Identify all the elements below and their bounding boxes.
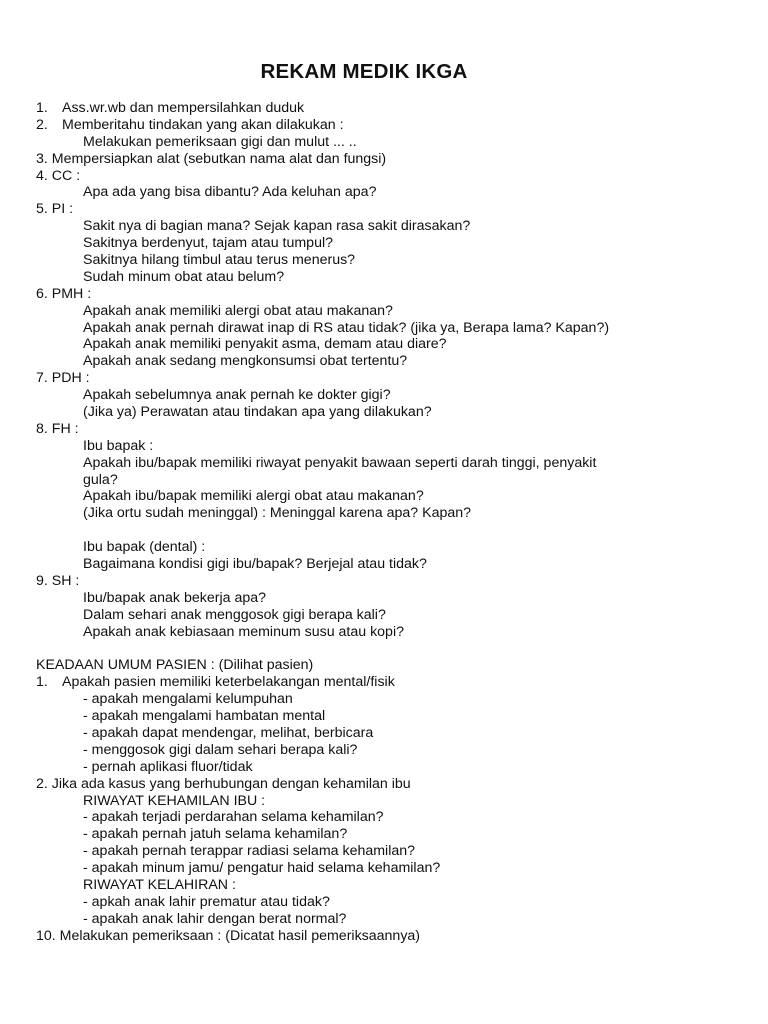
list-item: - apakah mengalami kelumpuhan xyxy=(83,691,293,708)
list-item: Ibu/bapak anak bekerja apa? xyxy=(83,589,267,606)
list-item: - apakah minum jamu/ pengatur haid selama kehamilan? xyxy=(83,860,441,877)
list-item: - menggosok gigi dalam sehari berapa kali? xyxy=(83,741,358,758)
section-heading: 2. Jika ada kasus yang berhubungan dengan kehamilan ibu xyxy=(36,775,411,792)
list-item: Sakitnya berdenyut, tajam atau tumpul? xyxy=(83,235,334,252)
list-item: - apakah pernah jatuh selama kehamilan? xyxy=(83,826,348,843)
list-item: Apakah anak kebiasaan meminum susu atau kopi? xyxy=(83,623,404,640)
list-item: Dalam sehari anak menggosok gigi berapa kali? xyxy=(83,606,386,623)
list-item: 2. Memberitahu tindakan yang akan dilakukan : xyxy=(36,116,344,133)
document-body xyxy=(36,100,726,945)
section-heading: 5. PI : xyxy=(36,201,74,218)
list-item: (Jika ortu sudah meninggal) : Meninggal karena apa? Kapan? xyxy=(83,505,472,522)
section-heading: 3. Mempersiapkan alat (sebutkan nama alat dan fungsi) xyxy=(36,150,387,167)
list-item: - apakah terjadi perdarahan selama kehamilan? xyxy=(83,809,384,826)
list-item: 1. Ass.wr.wb dan mempersilahkan duduk xyxy=(36,100,305,116)
list-item: - apakah anak lahir dengan berat normal? xyxy=(83,910,347,927)
list-item: Apakah ibu/bapak memiliki riwayat penyakit bawaan seperti darah tinggi, penyakit xyxy=(83,454,597,471)
list-item: Apakah ibu/bapak memiliki alergi obat atau makanan? xyxy=(83,488,424,505)
section-heading: 7. PDH : xyxy=(36,370,90,387)
list-item: RIWAYAT KEHAMILAN IBU : xyxy=(83,792,266,809)
section-heading: KEADAAN UMUM PASIEN : (Dilihat pasien) xyxy=(36,657,314,674)
list-item: Apakah anak memiliki alergi obat atau makanan? xyxy=(83,302,393,319)
list-item: gula? xyxy=(83,471,118,488)
page-title: REKAM MEDIK IKGA xyxy=(260,60,468,83)
list-item: Apakah sebelumnya anak pernah ke dokter gigi? xyxy=(83,387,391,404)
list-item: Apakah anak memiliki penyakit asma, demam atau diare? xyxy=(83,336,447,353)
list-item: 1. Apakah pasien memiliki keterbelakangan mental/fisik xyxy=(36,674,395,691)
list-item: Ibu bapak : xyxy=(83,437,154,454)
spacer xyxy=(36,522,726,539)
list-item: Apakah anak pernah dirawat inap di RS atau tidak? (jika ya, Berapa lama? Kapan?) xyxy=(83,319,610,336)
list-item: Sakitnya hilang timbul atau terus menerus? xyxy=(83,252,356,269)
section-heading: 10. Melakukan pemeriksaan : (Dicatat hasil pemeriksaannya) xyxy=(36,927,421,944)
list-item: - apakah mengalami hambatan mental xyxy=(83,708,326,725)
list-item: Bagaimana kondisi gigi ibu/bapak? Berjejal atau tidak? xyxy=(83,556,427,573)
section-heading: 9. SH : xyxy=(36,572,80,589)
section-heading: 6. PMH : xyxy=(36,285,92,302)
list-item: Apakah anak sedang mengkonsumsi obat tertentu? xyxy=(83,353,408,370)
list-item: RIWAYAT KELAHIRAN : xyxy=(83,876,236,893)
list-item: Melakukan pemeriksaan gigi dan mulut ... .. xyxy=(83,133,357,150)
list-item: (Jika ya) Perawatan atau tindakan apa yang dilakukan? xyxy=(83,404,432,421)
section-heading: 8. FH : xyxy=(36,420,79,437)
list-item: - pernah aplikasi fluor/tidak xyxy=(83,758,253,775)
list-item: Ibu bapak (dental) : xyxy=(83,539,206,556)
list-item: - apakah pernah terappar radiasi selama kehamilan? xyxy=(83,843,416,860)
section-heading: 4. CC : xyxy=(36,167,81,184)
list-item: Sudah minum obat atau belum? xyxy=(83,268,285,285)
list-item: - apkah anak lahir prematur atau tidak? xyxy=(83,893,330,910)
list-item: Sakit nya di bagian mana? Sejak kapan rasa sakit dirasakan? xyxy=(83,218,471,235)
list-item: Apa ada yang bisa dibantu? Ada keluhan apa? xyxy=(83,184,377,201)
spacer xyxy=(36,641,726,658)
list-item: - apakah dapat mendengar, melihat, berbicara xyxy=(83,724,374,741)
